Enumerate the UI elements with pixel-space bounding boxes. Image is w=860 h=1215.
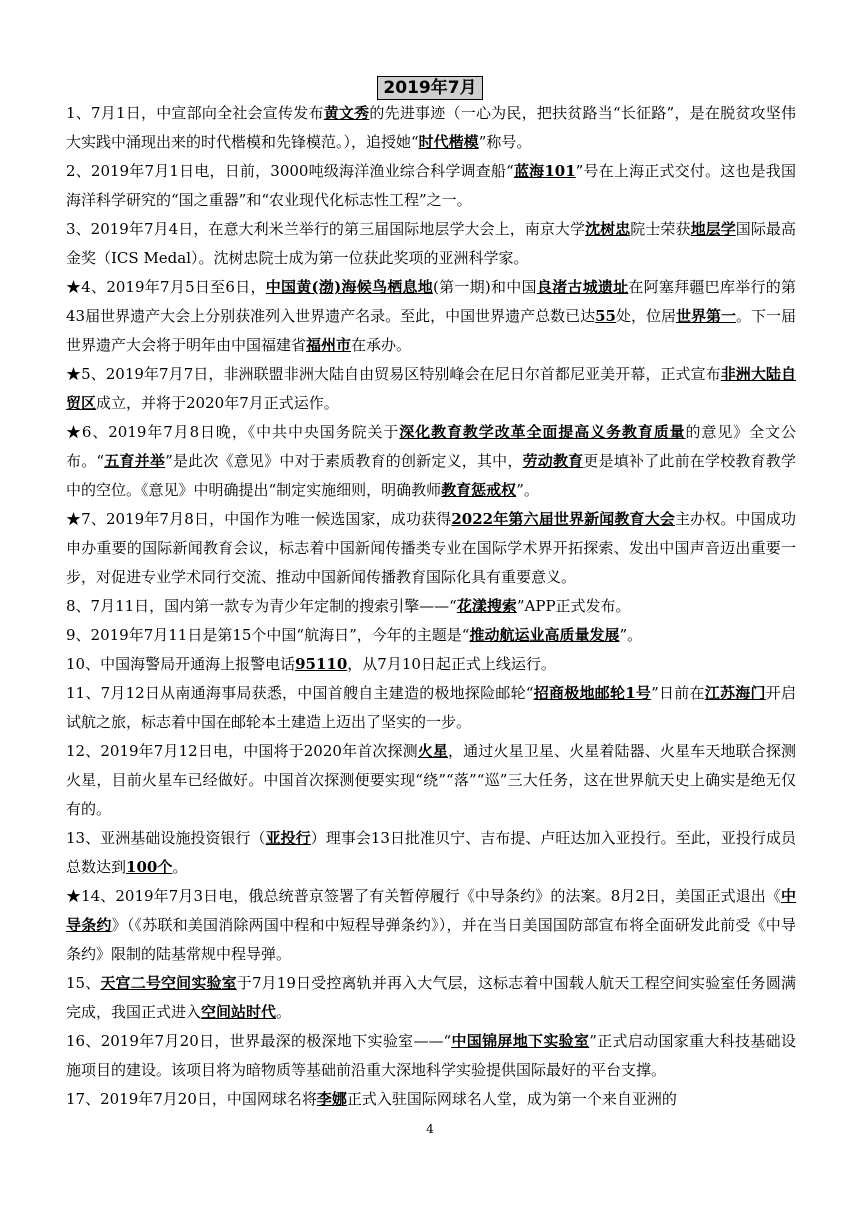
news-item — [66, 99, 796, 157]
item-text: 的先进事迹（一心为民，把扶贫路当“长征路”，是在脱贫攻坚伟大实践中涌现出来的时代楷模和先锋模范。），追授她“ — [66, 104, 797, 151]
item-text: 在承办。 — [351, 336, 412, 354]
item-text: 国际最高金奖（ICS Medal）。沈树忠院士成为第一位获此奖项的亚洲科学家。 — [66, 220, 796, 267]
item-text: ”。 — [516, 481, 539, 499]
item-text: 于7月19日受控离轨并再入大气层，这标志着中国载人航天工程空间实验室任务圆满完成，我国正式进入 — [66, 974, 796, 1021]
news-item — [66, 157, 796, 215]
keyword: 中国锦屏地下实验室 — [451, 1032, 590, 1050]
news-item — [66, 824, 796, 882]
news-item — [66, 650, 796, 679]
item-text: ”号在上海正式交付。这也是我国海洋科学研究的“国之重器”和“农业现代化标志性工程”之一。 — [66, 162, 797, 209]
news-item — [66, 360, 796, 418]
keyword: 地层学 — [690, 220, 736, 238]
keyword: 沈树忠 — [585, 220, 631, 238]
keyword: 教育惩戒权 — [441, 481, 517, 499]
item-text: 成立，并将于2020年7月正式运作。 — [96, 394, 339, 412]
keyword: 世界第一 — [675, 307, 736, 325]
keyword: 李娜 — [316, 1090, 347, 1108]
item-text: (第一期)和中国 — [433, 278, 537, 296]
item-text: ”日前在 — [651, 684, 705, 702]
item-text: 17、2019年7月20日，中国网球名将 — [66, 1090, 317, 1108]
item-text: 2、2019年7月1日电，日前，3000吨级海洋渔业综合科学调查船“ — [66, 162, 514, 180]
keyword: 良渚古城遗址 — [536, 278, 629, 296]
item-text: ）理事会13日批准贝宁、吉布提、卢旺达加入亚投行。至此，亚投行成员总数达到 — [66, 829, 796, 876]
item-text: 3、2019年7月4日，在意大利米兰举行的第三届国际地层学大会上，南京大学 — [66, 220, 586, 238]
item-text: 12、2019年7月12日电，中国将于2020年首次探测 — [66, 742, 418, 760]
item-text: 处，位居 — [615, 307, 676, 325]
item-text: 更是填补了此前在学校教育教学中的空位。《意见》中明确提出“制定实施细则，明确教师 — [66, 452, 796, 499]
item-text: ”正式启动国家重大科技基础设施项目的建设。该项目将为暗物质等基础前沿重大深地科学实验提供国际最好的平台支撑。 — [66, 1032, 796, 1079]
keyword: 中导条约 — [66, 887, 796, 934]
item-text: 。 — [276, 1003, 292, 1021]
keyword: 100个 — [126, 858, 173, 876]
keyword: 95110 — [295, 655, 348, 673]
news-item — [66, 215, 796, 273]
item-text: 。下一届世界遗产大会将于明年由中国福建省 — [66, 307, 797, 354]
item-text: ，从7月10日起正式上线运行。 — [347, 655, 556, 673]
news-item — [66, 969, 796, 1027]
keyword: 中国黄(渤)海候鸟栖息地 — [265, 278, 434, 296]
keyword: 55 — [595, 307, 616, 325]
keyword: 劳动教育 — [522, 452, 584, 470]
item-text: 11、7月12日从南通海事局获悉，中国首艘自主建造的极地探险邮轮“ — [66, 684, 534, 702]
item-text: 1、7月1日，中宣部向全社会宣传发布 — [66, 104, 324, 122]
keyword: 黄文秀 — [323, 104, 370, 122]
item-text: 15、 — [66, 974, 101, 992]
item-text: ”称号。 — [478, 133, 532, 151]
keyword: 2022年第六届世界新闻教育大会 — [451, 510, 675, 528]
keyword: 福州市 — [306, 336, 352, 354]
news-item — [66, 882, 796, 969]
keyword: 推动航运业高质量发展 — [469, 626, 620, 644]
item-text: 在阿塞拜疆巴库举行的第43届世界遗产大会上分别获准列入世界遗产名录。至此，中国世界遗产总数已达 — [66, 278, 796, 325]
news-item — [66, 273, 796, 360]
item-text: 院士荣获 — [630, 220, 691, 238]
keyword: 招商极地邮轮1号 — [533, 684, 652, 702]
item-text: 》（《苏联和美国消除两国中程和中短程导弹条约》），并在当日美国国防部宣布将全面研发此前受《中导条约》限制的陆基常规中程导弹。 — [66, 916, 796, 963]
item-text: 的意见》全文公布。“ — [66, 423, 796, 470]
news-item — [66, 737, 796, 824]
news-item — [66, 1027, 796, 1085]
item-text: ”APP正式发布。 — [516, 597, 631, 615]
page-title — [0, 76, 860, 100]
page-number: 4 — [426, 1122, 434, 1136]
keyword: 江苏海门 — [704, 684, 766, 702]
keyword: 非洲大陆自贸区 — [66, 365, 796, 412]
title-text: 2019年7月 — [377, 76, 482, 100]
keyword: 五育并举 — [104, 452, 166, 470]
item-text: 16、2019年7月20日，世界最深的极深地下实验室——“ — [66, 1032, 452, 1050]
item-text: ★4、2019年7月5日至6日， — [66, 278, 266, 296]
item-text: ★14、2019年7月3日电，俄总统普京签署了有关暂停履行《中导条约》的法案。8月2日，美国正式退出《 — [66, 887, 781, 905]
news-item — [66, 505, 796, 592]
item-text: ★5、2019年7月7日，非洲联盟非洲大陆自由贸易区特别峰会在尼日尔首都尼亚美开幕，正式宣布 — [66, 365, 721, 383]
keyword: 花漾搜索 — [456, 597, 517, 615]
keyword: 火星 — [417, 742, 449, 760]
news-item — [66, 1085, 796, 1114]
item-text: 10、中国海警局开通海上报警电话 — [66, 655, 296, 673]
item-text: ”是此次《意见》中对于素质教育的创新定义，其中， — [165, 452, 523, 470]
news-item — [66, 679, 796, 737]
news-item — [66, 592, 796, 621]
keyword: 时代楷模 — [418, 133, 479, 151]
item-text: ，通过火星卫星、火星着陆器、火星车天地联合探测火星，目前火星车已经做好。中国首次探测便要实现“绕”“落”“巡”三大任务，这在世界航天史上确实是绝无仅有的。 — [66, 742, 796, 818]
item-text: ★7、2019年7月8日，中国作为唯一候选国家，成功获得 — [66, 510, 452, 528]
item-text: 8、7月11日，国内第一款专为青少年定制的搜索引擎——“ — [66, 597, 457, 615]
item-text: 13、亚洲基础设施投资银行（ — [66, 829, 266, 847]
news-item — [66, 621, 796, 650]
item-text: ★6、2019年7月8日晚，《中共中央国务院关于 — [66, 423, 400, 441]
item-text: ”。 — [619, 626, 643, 644]
item-text: 主办权。中国成功申办重要的国际新闻教育会议，标志着中国新闻传播类专业在国际学术界开拓探索、发出中国声音迈出重要一步，对促进专业学术同行交流、推动中国新闻传播教育国际化具有重要意义。 — [66, 510, 796, 586]
keyword: 深化教育教学改革全面提高义务教育质量 — [399, 423, 686, 441]
keyword: 亚投行 — [265, 829, 311, 847]
item-text: 9、2019年7月11日是第15个中国“航海日”，今年的主题是“ — [66, 626, 470, 644]
keyword: 天宫二号空间实验室 — [100, 974, 237, 992]
keyword: 空间站时代 — [201, 1003, 277, 1021]
item-text: 开启试航之旅，标志着中国在邮轮本土建造上迈出了坚实的一步。 — [66, 684, 796, 731]
news-list — [66, 99, 796, 1114]
keyword: 蓝海101 — [513, 162, 576, 180]
item-text: 正式入驻国际网球名人堂，成为第一个来自亚洲的 — [346, 1090, 677, 1108]
news-item — [66, 418, 796, 505]
item-text: 。 — [172, 858, 188, 876]
